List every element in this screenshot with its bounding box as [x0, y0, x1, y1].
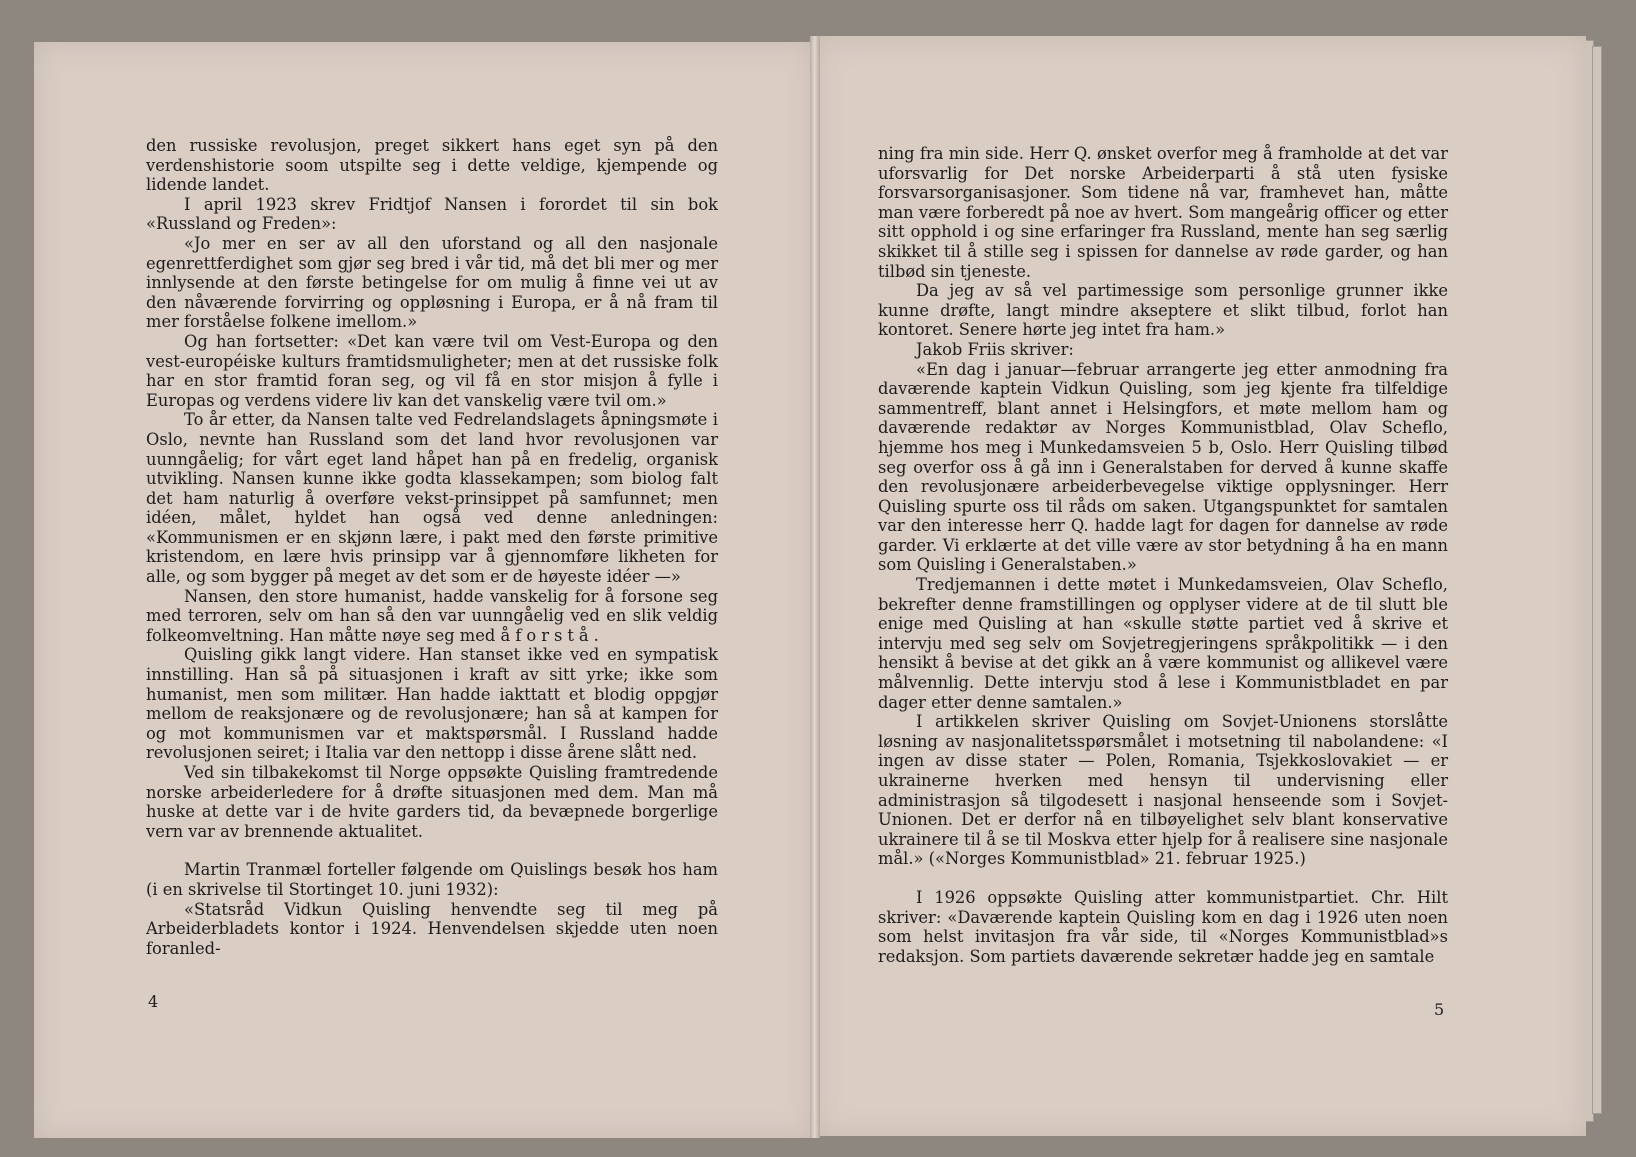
left-page	[34, 42, 814, 1138]
paragraph	[146, 587, 718, 646]
paragraph: I april 1923 skrev Fridtjof Nansen i forordet til sin bok «Russland og Freden»:	[146, 194, 718, 234]
paragraph: Jakob Friis skriver:	[916, 339, 1074, 359]
spacer	[878, 869, 1448, 888]
paragraph: I 1926 oppsøkte Quisling atter kommunistpartiet. Chr. Hilt skriver: «Daværende kaptein Quisling kom en dag i 1926 uten noen som helst invitasjon fra vår side, til «Norges Kommunistblad»s redaksjon. Som partiets daværende sekretær hadde jeg en samtale	[878, 887, 1448, 966]
paragraph: I artikkelen skriver Quisling om Sovjet-Unionens storslåtte løsning av nasjonalitetsspørsmålet i motsetning til nabolandene: «I ingen av disse stater — Polen, Romania, Tsjekkoslovakiet — er ukrainerne hverken med hensyn til undervisning eller administrasjon så tilgodesett i nasjonal henseende som i Sovjet-Unionen. Det er derfor nå en tilbøyelighet selv blant konservative ukrainere til å se til Moskva etter hjelp for å realisere sine nasjonale mål.» («Norges Kommunistblad» 21. februar 1925.)	[878, 712, 1448, 869]
paragraph: Tredjemannen i dette møtet i Munkedamsveien, Olav Scheflo, bekrefter denne framstillingen og opplyser videre at de til slutt ble enige med Quisling at han «skulle støtte partiet ved å skrive et intervju med seg selv om Sovjetregjeringens språkpolitikk — i den hensikt å bevise at det gikk an å være kommunist og allikevel være målvennlig. Dette intervju stod å lese i Kommunistbladet en par dager etter denne samtalen.»	[878, 575, 1448, 712]
right-page-text	[878, 144, 1448, 966]
page-number: 4	[148, 992, 159, 1011]
paragraph: den russiske revolusjon, preget sikkert hans eget syn på den verdenshistorie soom utspilte seg i dette veldige, kjempende og lidende landet.	[146, 136, 718, 195]
page-number: 5	[1434, 1000, 1445, 1019]
paragraph: Ved sin tilbakekomst til Norge oppsøkte Quisling framtredende norske arbeiderledere for å drøfte situasjonen med dem. Man må huske at dette var i de hvite garders tid, da bevæpnede borgerlige vern var av brennende aktualitet.	[146, 763, 718, 841]
spaced-word: forstå.	[515, 625, 604, 645]
paragraph: Og han fortsetter: «Det kan være tvil om Vest-Europa og den vest-européiske kulturs framtidsmuligheter; men at det russiske folk har en stor framtid foran seg, og vil få en stor misjon å fylle i Europas og verdens videre liv kan det vanskelig være tvil om.»	[146, 331, 718, 410]
left-page-text	[146, 136, 718, 958]
page-edge	[1592, 46, 1602, 1114]
book-spread	[34, 36, 1606, 1136]
right-page	[814, 36, 1586, 1136]
paragraph: ning fra min side. Herr Q. ønsket overfor meg å framholde at det var uforsvarlig for Det norske Arbeiderparti å stå uten fysiske forsvarsorganisasjoner. Som tidene nå var, framhevet han, måtte man være forberedt på noe av hvert. Som mangeårig officer og etter sitt opphold i og sine erfaringer fra Russland, mente han seg særlig skikket til å stille seg i spissen for dannelse av røde garder, og han tilbød sin tjeneste.	[878, 144, 1448, 281]
paragraph: «En dag i januar—februar arrangerte jeg etter anmodning fra daværende kaptein Vidkun Quisling, som jeg kjente fra tilfeldige sammentreff, blant annet i Helsingfors, et møte mellom ham og daværende redaktør av Norges Kommunistblad, Olav Scheflo, hjemme hos meg i Munkedamsveien 5 b, Oslo. Herr Quisling tilbød seg overfor oss å gå inn i Generalstaben for derved å kunne skaffe den revolusjonære arbeiderbevegelse viktige opplysninger. Herr Quisling spurte oss til råds om saken. Utgangspunktet for samtalen var den interesse herr Q. hadde lagt for dagen for dannelse av røde garder. Vi erklærte at det ville være av stor betydning å ha en mann som Quisling i Generalstaben.»	[878, 359, 1448, 575]
book-gutter	[810, 36, 820, 1138]
paragraph: To år etter, da Nansen talte ved Fedrelandslagets åpningsmøte i Oslo, nevnte han Russland som det land hvor revolusjonen var uunngåelig; for vårt eget land håpet han på en fredelig, organisk utvikling. Nansen kunne ikke godta klassekampen; som biolog falt det ham naturlig å overføre vekst-prinsippet på samfunnet; men idéen, målet, hyldet han også ved denne anledningen: «Kommunismen er en skjønn lære, i pakt med den første primitive kristendom, en lære hvis prinsipp var å gjennomføre likheten for alle, og som bygger på meget av det som er de høyeste idéer —»	[146, 410, 718, 587]
paragraph: Quisling gikk langt videre. Han stanset ikke ved en sympatisk innstilling. Han så på situasjonen i kraft av sitt yrke; ikke som humanist, men som militær. Han hadde iakttatt et blodig oppgjør mellom de reaksjonære og de revolusjonære; han så at kampen for og mot kommunismen var et maktspørsmål. I Russland hadde revolusjonen seiret; i Italia var den nettopp i disse årene slått ned.	[146, 645, 718, 763]
paragraph: Martin Tranmæl forteller følgende om Quislings besøk hos ham (i en skrivelse til Stortinget 10. juni 1932):	[146, 860, 718, 899]
paragraph: Da jeg av så vel partimessige som personlige grunner ikke kunne drøfte, langt mindre akseptere et slikt tilbud, forlot han kontoret. Senere hørte jeg intet fra ham.»	[878, 281, 1448, 340]
paragraph-text: Nansen, den store humanist, hadde vanskelig for å forsone seg med terroren, selv om han så den var uunngåelig ved en slik veldig folkeomveltning. Han måtte nøye seg med å	[146, 586, 718, 645]
paragraph: «Statsråd Vidkun Quisling henvendte seg til meg på Arbeiderbladets kontor i 1924. Henvendelsen skjedde uten noen foranled-	[146, 899, 718, 958]
spacer	[146, 841, 718, 860]
paragraph: «Jo mer en ser av all den uforstand og all den nasjonale egenrettferdighet som gjør seg bred i vår tid, må det bli mer og mer innlysende at den første betingelse for om mulig å finne vei ut av den nåværende forvirring og oppløsning i Europa, er å nå fram til mer forståelse folkene imellom.»	[146, 233, 718, 332]
